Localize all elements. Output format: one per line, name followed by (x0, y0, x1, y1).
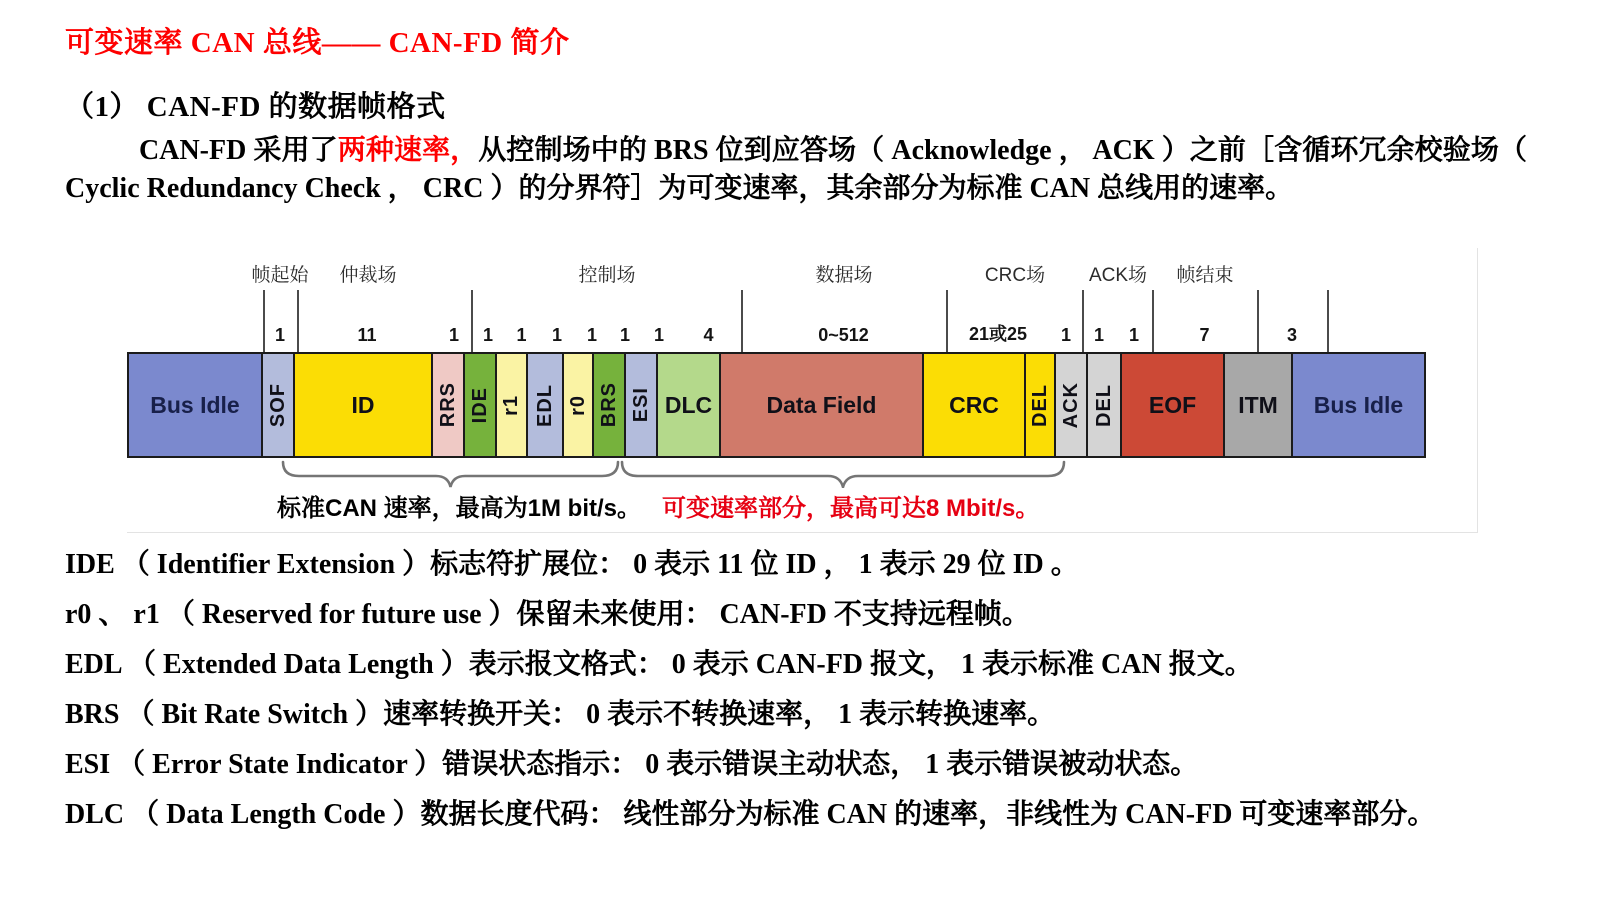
intro-text-before: CAN-FD 采用了 (139, 135, 338, 166)
bit-count: 1 (482, 325, 493, 345)
field-label: DEL (1028, 383, 1051, 427)
bit-count: 1 (1060, 325, 1071, 345)
field-box-id (293, 352, 433, 458)
field-box-eof (1120, 352, 1225, 458)
group-label-frame-end: 帧结束 (1176, 265, 1234, 286)
field-box-r0 (562, 352, 594, 458)
bit-count: 1 (1128, 325, 1139, 345)
frame-field-boxes (127, 352, 1426, 458)
bit-count: 1 (1093, 325, 1104, 345)
bit-count: 1 (619, 325, 630, 345)
intro-text-after: 从控制场中的 BRS 位到应答场（ Acknowledge ， ACK ）之前［含循环冗余校验场（ Cyclic Redundancy Check ， CRC ）的分界符］为可变速率，其余部分为标准 CAN 总线用的速率。 (65, 135, 1527, 204)
field-box-ack (1054, 352, 1088, 458)
field-label: RRS (436, 382, 459, 428)
field-box-crc (922, 352, 1026, 458)
bit-count: 21或25 (968, 324, 1028, 344)
field-label: IDE (468, 386, 491, 424)
field-label: Data Field (766, 391, 877, 418)
field-label: EDL (533, 383, 556, 427)
field-box-bus-idle-left (127, 352, 263, 458)
field-label: r0 (566, 394, 589, 416)
field-label: EOF (1148, 391, 1197, 418)
definition-dlc: DLC （ Data Length Code ）数据长度代码： 线性部分为标准 CAN 的速率，非线性为 CAN-FD 可变速率部分。 (65, 799, 1436, 830)
intro-text-red-highlight: 两种速率， (337, 135, 479, 166)
field-label: DEL (1092, 383, 1115, 427)
group-label-arbitration-field: 仲裁场 (339, 265, 397, 286)
field-label: SOF (266, 382, 289, 428)
field-label: DLC (664, 391, 713, 418)
group-label-crc-field: CRC场 (984, 265, 1046, 286)
bit-count: 1 (551, 325, 562, 345)
bit-count: 3 (1286, 325, 1297, 345)
bit-count: 7 (1199, 325, 1210, 345)
page-title: 可变速率 CAN 总线—— CAN-FD 简介 (65, 27, 570, 59)
field-box-brs (592, 352, 626, 458)
bit-count: 1 (274, 325, 285, 345)
field-label: ITM (1238, 391, 1278, 418)
field-box-ide (463, 352, 497, 458)
bit-count: 1 (448, 325, 459, 345)
field-label: BRS (597, 382, 620, 428)
group-label-data-field: 数据场 (815, 265, 873, 286)
definition-brs: BRS （ Bit Rate Switch ）速率转换开关： 0 表示不转换速率， 1 表示转换速率。 (65, 699, 1056, 730)
field-box-esi (624, 352, 658, 458)
field-label: CRC (949, 391, 999, 418)
field-label: ID (351, 391, 375, 418)
field-box-data-field (719, 352, 924, 458)
group-label-frame-start: 帧起始 (251, 265, 309, 286)
group-label-control-field: 控制场 (578, 265, 636, 286)
field-box-edl (526, 352, 564, 458)
field-label: Bus Idle (1313, 391, 1404, 418)
field-definitions (65, 540, 1543, 840)
field-box-dlc (656, 352, 721, 458)
bit-count-row (127, 308, 1462, 352)
bit-count: 4 (703, 325, 714, 345)
standard-rate-caption: 标准CAN 速率，最高为1M bit/s。 (277, 495, 642, 522)
brace-standard-rate (281, 460, 620, 488)
bit-count: 0~512 (818, 325, 869, 345)
field-label: r1 (500, 394, 522, 416)
field-box-bus-idle-right (1291, 352, 1426, 458)
bit-count: 1 (653, 325, 664, 345)
field-box-del-crc (1024, 352, 1056, 458)
field-box-itm (1223, 352, 1293, 458)
definition-esi: ESI （ Error State Indicator ）错误状态指示： 0 表示错误主动状态， 1 表示错误被动状态。 (65, 749, 1199, 780)
section-heading: （1） CAN-FD 的数据帧格式 (65, 91, 446, 123)
bit-count: 11 (357, 325, 377, 345)
field-box-r1 (495, 352, 528, 458)
field-box-del-ack (1086, 352, 1122, 458)
can-fd-frame-diagram (127, 248, 1478, 533)
field-box-rrs (431, 352, 465, 458)
definition-r0-r1: r0 、 r1 （ Reserved for future use ）保留未来使用： CAN-FD 不支持远程帧。 (65, 599, 1030, 630)
field-label: ACK (1059, 381, 1082, 429)
field-label: ESI (629, 387, 652, 423)
bit-count: 1 (586, 325, 597, 345)
definition-ide: IDE （ Identifier Extension ）标志符扩展位： 0 表示 11 位 ID ， 1 表示 29 位 ID 。 (65, 549, 1079, 580)
definition-edl: EDL （ Extended Data Length ）表示报文格式： 0 表示 CAN-FD 报文， 1 表示标准 CAN 报文。 (65, 649, 1253, 680)
intro-paragraph (65, 132, 1527, 208)
variable-rate-caption: 可变速率部分，最高可达8 Mbit/s。 (662, 495, 1040, 522)
brace-variable-rate (620, 460, 1066, 488)
field-label: Bus Idle (150, 391, 240, 418)
bit-count: 1 (516, 325, 527, 345)
group-label-ack-field: ACK场 (1088, 265, 1148, 286)
field-box-sof (261, 352, 295, 458)
